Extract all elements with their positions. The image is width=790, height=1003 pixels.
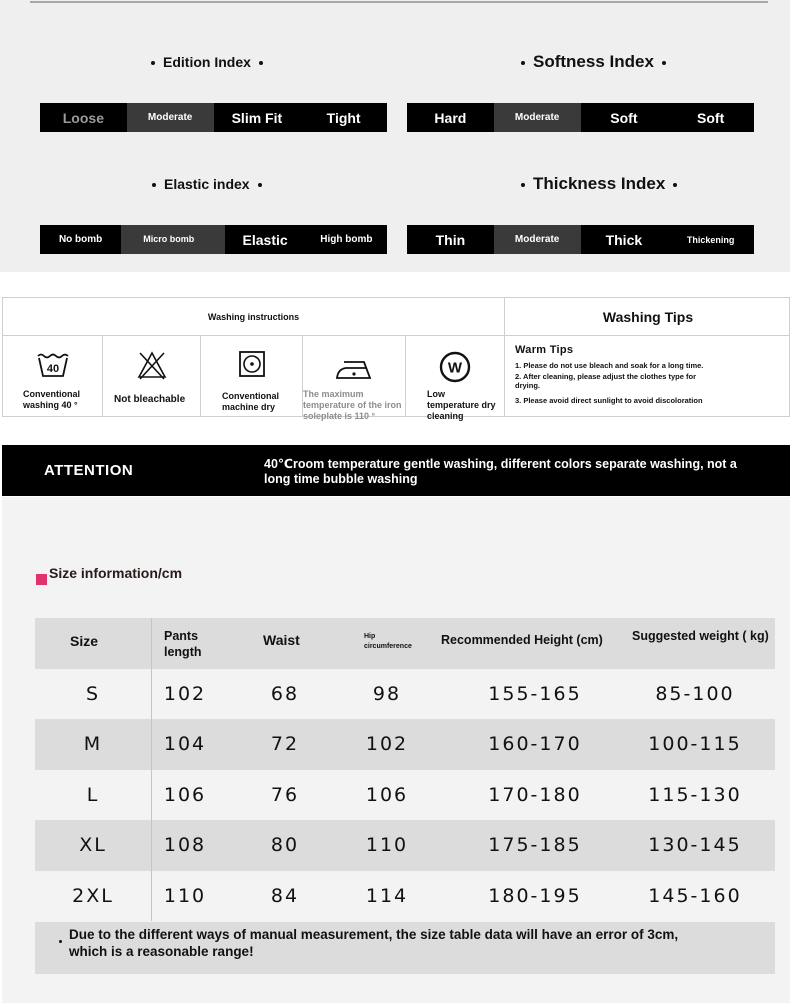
- size-footnote: [35, 922, 775, 974]
- attention-label: ATTENTION: [44, 462, 134, 479]
- cell-pants-length: 104: [163, 733, 207, 756]
- cell-height: 180-195: [488, 884, 582, 907]
- thickness-option-thin: Thin: [435, 231, 466, 248]
- elastic-option-elastic: Elastic: [242, 231, 288, 248]
- cell-waist: 68: [270, 682, 300, 705]
- softness-option-moderate: Moderate: [494, 103, 581, 132]
- tip-item: 2. After cleaning, please adjust the clothes type for drying.: [515, 372, 697, 390]
- attention-text: 40℃room temperature gentle washing, different colors separate washing, not a long time bubble washing: [264, 457, 737, 486]
- size-section: [2, 497, 790, 1003]
- top-divider: [30, 1, 768, 3]
- header-height: Recommended Height (cm): [441, 633, 603, 647]
- table-row: [35, 871, 775, 922]
- header-weight: Suggested weight ( kg): [632, 629, 769, 643]
- softness-option-soft: Soft: [610, 109, 638, 126]
- cell-size: 2XL: [72, 884, 114, 907]
- table-row: [35, 669, 775, 720]
- tumble-dry-cell: [201, 336, 303, 416]
- washing-tips-header: Washing Tips: [505, 298, 790, 336]
- cell-weight: 100-115: [648, 733, 742, 756]
- wash-40-label: Conventional washing 40 °: [23, 389, 81, 410]
- edition-option-moderate: Moderate: [127, 103, 214, 132]
- cell-hip: 110: [365, 834, 409, 857]
- cell-size: XL: [79, 834, 107, 857]
- no-bleach-icon: [136, 350, 168, 380]
- iron-icon: [334, 358, 374, 382]
- tip-item: 3. Please avoid direct sunlight to avoid discoloration: [515, 396, 703, 405]
- elastic-index-title: Elastic index: [144, 176, 270, 192]
- softness-option-hard: Hard: [434, 109, 467, 126]
- elastic-index-bar: [40, 225, 387, 254]
- svg-text:W: W: [447, 359, 463, 377]
- cell-waist: 76: [270, 783, 300, 806]
- cell-height: 155-165: [488, 682, 582, 705]
- cell-pants-length: 108: [163, 834, 207, 857]
- table-header-row: [35, 618, 775, 669]
- edition-index-title: Edition Index: [143, 54, 271, 70]
- wash-cell-40: [3, 336, 103, 416]
- warm-tips-title: Warm Tips: [515, 344, 574, 356]
- cell-size: M: [83, 733, 103, 756]
- cell-hip: 106: [365, 783, 409, 806]
- cell-hip: 102: [365, 733, 409, 756]
- thickness-option-thickening: Thickening: [686, 234, 735, 245]
- washing-section: [2, 297, 790, 421]
- thickness-option-thick: Thick: [605, 231, 643, 248]
- softness-option-soft-2: Soft: [697, 109, 725, 126]
- cell-waist: 84: [270, 884, 300, 907]
- cell-hip: 114: [365, 884, 409, 907]
- warm-tips: [515, 344, 785, 407]
- elastic-option-no-bomb: No bomb: [58, 234, 103, 245]
- dry-clean-w-icon: [439, 351, 471, 383]
- elastic-option-micro-bomb: Micro bomb: [121, 225, 224, 254]
- header-waist: Waist: [263, 632, 300, 648]
- header-pants-length: Pants length: [164, 629, 202, 659]
- cell-waist: 80: [270, 834, 300, 857]
- svg-text:40: 40: [46, 363, 59, 375]
- table-row: [35, 820, 775, 871]
- cell-pants-length: 102: [163, 682, 207, 705]
- softness-index-title: Softness Index: [513, 52, 674, 72]
- elastic-option-high-bomb: High bomb: [320, 234, 373, 245]
- cell-height: 170-180: [488, 783, 582, 806]
- dry-clean-cell: [406, 336, 505, 421]
- cell-weight: 115-130: [648, 783, 742, 806]
- attention-bar: [2, 445, 790, 496]
- cell-weight: 130-145: [648, 834, 742, 857]
- softness-index-bar: [407, 103, 754, 132]
- cell-height: 175-185: [488, 834, 582, 857]
- cell-waist: 72: [270, 733, 300, 756]
- cell-pants-length: 106: [163, 783, 207, 806]
- cell-weight: 145-160: [648, 884, 742, 907]
- cell-size: S: [85, 682, 101, 705]
- dry-clean-label: Low temperature dry cleaning: [427, 389, 496, 421]
- cell-hip: 98: [372, 682, 402, 705]
- cell-weight: 85-100: [655, 682, 735, 705]
- cell-height: 160-170: [488, 733, 582, 756]
- header-hip: Hip circumference: [364, 633, 412, 650]
- thickness-option-moderate: Moderate: [494, 225, 581, 254]
- tumble-dry-label: Conventional machine dry: [222, 391, 280, 412]
- tumble-dry-icon: [238, 350, 266, 378]
- wash-40-icon: [36, 350, 70, 378]
- edition-option-tight: Tight: [326, 109, 361, 126]
- table-row: [35, 719, 775, 770]
- cell-size: L: [86, 783, 100, 806]
- size-table: [35, 618, 775, 921]
- thickness-index-title: Thickness Index: [513, 174, 685, 194]
- thickness-index-bar: [407, 225, 754, 254]
- iron-label: The maximum temperature of the iron soleplate is 110 °: [303, 389, 402, 421]
- size-footnote-text: Due to the different ways of manual measurement, the size table data will have an error of 3cm, which is a reasonable range!: [69, 927, 679, 959]
- iron-cell: [303, 336, 406, 421]
- size-title: Size information/cm: [49, 565, 183, 581]
- table-row: [35, 770, 775, 821]
- edition-option-slim-fit: Slim Fit: [231, 109, 283, 126]
- size-title-marker: [36, 574, 47, 585]
- edition-option-loose: Loose: [62, 109, 104, 126]
- no-bleach-cell: [103, 336, 201, 416]
- edition-index-bar: [40, 103, 387, 132]
- washing-instructions-header: Washing instructions: [3, 298, 505, 336]
- tip-item: 1. Please do not use bleach and soak for a long time.: [515, 361, 704, 370]
- header-size: Size: [70, 633, 99, 649]
- no-bleach-label: Not bleachable: [114, 394, 186, 405]
- cell-pants-length: 110: [163, 884, 207, 907]
- index-section: [0, 0, 790, 272]
